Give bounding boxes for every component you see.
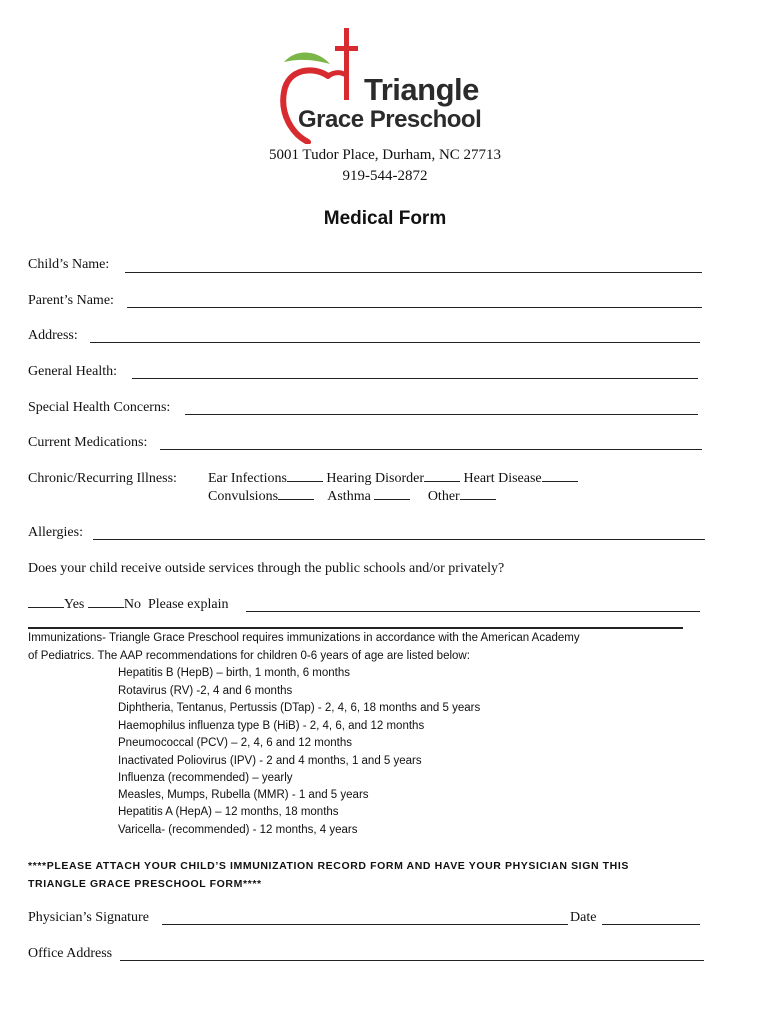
yes-blank[interactable]	[28, 607, 64, 608]
illness-other: Other	[427, 489, 460, 504]
special-health-label: Special Health Concerns:	[28, 400, 171, 415]
date-field[interactable]	[602, 924, 700, 925]
please-explain-label: Please explain	[148, 597, 229, 612]
section-divider	[28, 627, 683, 629]
child-name-field[interactable]	[125, 272, 702, 273]
child-name-label: Child’s Name:	[28, 257, 110, 272]
address-label: Address:	[28, 328, 78, 343]
attach-notice-line-1: ****PLEASE ATTACH YOUR CHILD’S IMMUNIZATION RECORD FORM AND HAVE YOUR PHYSICIAN SIGN THIS	[28, 860, 629, 872]
vaccine-item: Hepatitis A (HepA) – 12 months, 18 months	[118, 806, 339, 818]
parent-name-label: Parent’s Name:	[28, 293, 114, 308]
vaccine-item: Haemophilus influenza type B (HiB) - 2, 4, 6, and 12 months	[118, 720, 425, 732]
current-medications-field[interactable]	[160, 449, 702, 450]
general-health-label: General Health:	[28, 364, 118, 379]
chronic-illness-label: Chronic/Recurring Illness:	[28, 471, 177, 486]
address-field[interactable]	[90, 342, 700, 343]
physician-signature-field[interactable]	[162, 924, 568, 925]
special-health-field[interactable]	[185, 414, 698, 415]
allergies-label: Allergies:	[28, 525, 83, 540]
immunizations-intro-1: Immunizations- Triangle Grace Preschool requires immunizations in accordance with the American Academy	[28, 632, 580, 644]
vaccine-item: Inactivated Poliovirus (IPV) - 2 and 4 months, 1 and 5 years	[118, 755, 422, 767]
date-label: Date	[570, 910, 597, 925]
hearing-disorder-blank[interactable]	[424, 481, 460, 482]
no-label: No	[123, 597, 141, 612]
vaccine-item: Hepatitis B (HepB) – birth, 1 month, 6 months	[118, 667, 351, 679]
illness-heart-disease: Heart Disease	[463, 471, 542, 486]
vaccine-item: Measles, Mumps, Rubella (MMR) - 1 and 5 years	[118, 789, 369, 801]
school-logo	[278, 26, 488, 144]
vaccine-item: Pneumococcal (PCV) – 2, 4, 6 and 12 months	[118, 737, 352, 749]
vaccine-item: Diphtheria, Tentanus, Pertussis (DTap) - 2, 4, 6, 18 months and 5 years	[118, 702, 481, 714]
convulsions-blank[interactable]	[278, 499, 314, 500]
outside-services-question: Does your child receive outside services through the public schools and/or privately?	[28, 561, 505, 576]
illness-convulsions: Convulsions	[208, 489, 279, 504]
attach-notice-line-2: TRIANGLE GRACE PRESCHOOL FORM****	[28, 878, 262, 890]
no-blank[interactable]	[88, 607, 124, 608]
yes-label: Yes	[64, 597, 85, 612]
illness-row-1	[208, 471, 578, 487]
illness-hearing-disorder: Hearing Disorder	[326, 471, 424, 486]
illness-ear-infections: Ear Infections	[208, 471, 287, 486]
page-title: Medical Form	[323, 208, 447, 229]
general-health-field[interactable]	[132, 378, 698, 379]
heart-disease-blank[interactable]	[542, 481, 578, 482]
vaccine-item: Rotavirus (RV) -2, 4 and 6 months	[118, 685, 293, 697]
illness-asthma: Asthma	[327, 489, 371, 504]
physician-signature-label: Physician’s Signature	[28, 910, 149, 925]
vaccine-item: Varicella- (recommended) - 12 months, 4 years	[118, 824, 358, 836]
ear-infections-blank[interactable]	[287, 481, 323, 482]
vaccine-item: Influenza (recommended) – yearly	[118, 772, 293, 784]
immunizations-intro-2: of Pediatrics. The AAP recommendations for children 0-6 years of age are listed below:	[28, 650, 470, 662]
logo-text-triangle: Triangle	[364, 72, 479, 107]
office-address-field[interactable]	[120, 960, 704, 961]
office-address-label: Office Address	[28, 946, 113, 961]
logo-text-grace-preschool: Grace Preschool	[298, 106, 482, 133]
asthma-blank[interactable]	[374, 499, 410, 500]
allergies-field[interactable]	[93, 539, 705, 540]
school-phone: 919-544-2872	[342, 168, 428, 184]
other-blank[interactable]	[460, 499, 496, 500]
services-answer-row	[28, 597, 228, 613]
current-medications-label: Current Medications:	[28, 435, 148, 450]
parent-name-field[interactable]	[127, 307, 702, 308]
please-explain-field[interactable]	[246, 611, 700, 612]
school-address: 5001 Tudor Place, Durham, NC 27713	[268, 147, 502, 163]
illness-row-2	[208, 489, 496, 505]
